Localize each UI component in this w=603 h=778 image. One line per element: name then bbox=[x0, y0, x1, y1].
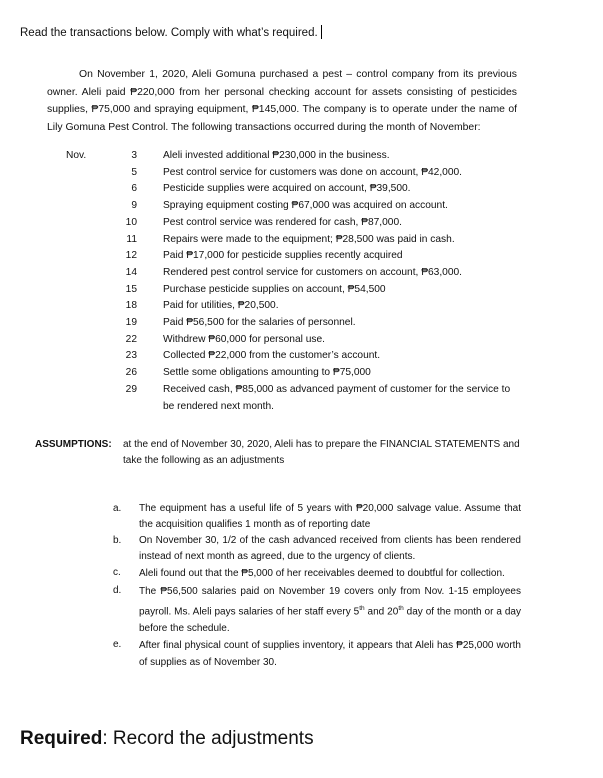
transaction-row bbox=[66, 215, 526, 232]
transaction-row bbox=[66, 181, 526, 198]
adjustment-text-part: and 20 bbox=[364, 606, 399, 618]
instruction-line[interactable] bbox=[20, 25, 322, 39]
transaction-description: Pest control service for customers was done on account, ₱42,000. bbox=[163, 166, 462, 178]
assumptions-text: at the end of November 30, 2020, Aleli has to prepare the FINANCIAL STATEMENTS and take the following as an adjustments bbox=[123, 439, 520, 466]
transaction-day: 22 bbox=[125, 333, 137, 345]
transaction-day: 6 bbox=[131, 183, 137, 195]
transaction-month bbox=[66, 382, 116, 415]
transaction-day: 11 bbox=[126, 233, 137, 245]
transaction-month bbox=[66, 248, 116, 265]
transaction-day: 14 bbox=[125, 266, 137, 278]
adjustment-text-part: The ₱56,500 salaries paid on November 19 covers only from Nov. 1-15 employees payroll. Ms. Aleli pays salaries of her staff every 5 bbox=[139, 586, 521, 618]
transaction-month bbox=[66, 232, 116, 249]
transaction-month bbox=[66, 332, 116, 349]
transaction-description: Collected ₱22,000 from the customer’s account. bbox=[163, 350, 381, 362]
adjustments-list bbox=[113, 501, 521, 671]
transaction-day: 19 bbox=[125, 317, 137, 329]
transaction-row bbox=[66, 248, 526, 265]
adjustment-text bbox=[139, 583, 521, 637]
adjustment-item bbox=[113, 501, 521, 533]
transaction-day: 15 bbox=[125, 283, 137, 295]
transaction-day: 9 bbox=[131, 200, 137, 212]
intro-paragraph: On November 1, 2020, Aleli Gomuna purchased a pest – control company from its previous owner. Aleli paid ₱220,000 from her personal checking account for assets consisting of pesticides supplies, ₱75,000 and spraying equipment, ₱145,000. The company is to operate under the name of Lily Gomuna Pest Control. The following transactions occurred during the month of November: bbox=[47, 69, 517, 133]
transaction-month bbox=[66, 215, 116, 232]
adjustment-letter: d. bbox=[113, 585, 122, 596]
transaction-month bbox=[66, 298, 116, 315]
adjustment-letter: c. bbox=[113, 567, 121, 578]
transaction-row bbox=[66, 232, 526, 249]
transaction-row bbox=[66, 348, 526, 365]
adjustment-letter: b. bbox=[113, 535, 122, 546]
ordinal-suffix: th bbox=[398, 605, 404, 612]
adjustment-text: Aleli found out that the ₱5,000 of her receivables deemed to doubtful for collection. bbox=[139, 568, 505, 579]
transaction-row bbox=[66, 298, 526, 315]
adjustment-text: On November 30, 1/2 of the cash advanced received from clients has been rendered instead of next month as agreed, due to the urgency of clients. bbox=[139, 535, 521, 562]
transaction-month bbox=[66, 165, 116, 182]
transaction-month bbox=[66, 198, 116, 215]
transaction-day: 10 bbox=[125, 216, 137, 228]
required-label: Required bbox=[20, 728, 103, 749]
transaction-row bbox=[66, 282, 526, 299]
text-cursor bbox=[321, 25, 322, 39]
adjustment-text: After final physical count of supplies inventory, it appears that Aleli has ₱25,000 worth of supplies as of November 30. bbox=[139, 640, 521, 669]
adjustment-letter: e. bbox=[113, 639, 122, 651]
transaction-description: Paid for utilities, ₱20,500. bbox=[163, 300, 279, 312]
transaction-row bbox=[66, 382, 526, 415]
transaction-description: Paid ₱17,000 for pesticide supplies recently acquired bbox=[163, 250, 403, 262]
transaction-row bbox=[66, 315, 526, 332]
transaction-month bbox=[66, 365, 116, 382]
transaction-row bbox=[66, 365, 526, 382]
adjustment-text: The equipment has a useful life of 5 years with ₱20,000 salvage value. Assume that the acquisition qualifies 1 month as of reporting date bbox=[139, 503, 521, 530]
transaction-description: Purchase pesticide supplies on account, ₱54,500 bbox=[163, 283, 386, 295]
transaction-day: 12 bbox=[125, 250, 137, 262]
transaction-description: Aleli invested additional ₱230,000 in the business. bbox=[163, 150, 390, 161]
transaction-month bbox=[66, 315, 116, 332]
transaction-description: Spraying equipment costing ₱67,000 was acquired on account. bbox=[163, 200, 448, 212]
transaction-description: Pest control service was rendered for cash, ₱87,000. bbox=[163, 216, 402, 228]
transaction-row bbox=[66, 265, 526, 282]
transaction-description: Rendered pest control service for customers on account, ₱63,000. bbox=[163, 266, 462, 278]
transaction-day: 29 bbox=[125, 383, 137, 395]
transaction-description: Settle some obligations amounting to ₱75,000 bbox=[163, 367, 371, 379]
transaction-month: Nov. bbox=[66, 150, 87, 161]
transaction-month bbox=[66, 282, 116, 299]
transactions-list bbox=[66, 148, 526, 415]
adjustment-text-part: day of the month or a day before the schedule. bbox=[139, 606, 521, 635]
adjustment-item bbox=[113, 583, 521, 637]
transaction-month bbox=[66, 265, 116, 282]
assumptions-label: ASSUMPTIONS: bbox=[35, 439, 112, 450]
transaction-row bbox=[66, 198, 526, 215]
required-line bbox=[20, 728, 314, 750]
required-text: : Record the adjustments bbox=[102, 728, 314, 749]
transaction-description: Repairs were made to the equipment; ₱28,500 was paid in cash. bbox=[163, 233, 455, 245]
instruction-text: Read the transactions below. Comply with what’s required. bbox=[20, 27, 318, 39]
adjustment-item bbox=[113, 533, 521, 565]
adjustment-item bbox=[113, 565, 521, 583]
transaction-row bbox=[66, 165, 526, 182]
transaction-month bbox=[66, 181, 116, 198]
transaction-description: Received cash, ₱85,000 as advanced payment of customer for the service to be rendered next month. bbox=[163, 383, 511, 412]
transaction-day: 3 bbox=[131, 150, 137, 161]
transaction-day: 18 bbox=[125, 300, 137, 312]
transaction-month bbox=[66, 348, 116, 365]
adjustment-letter: a. bbox=[113, 503, 122, 514]
transaction-day: 26 bbox=[125, 367, 137, 379]
adjustment-item bbox=[113, 637, 521, 671]
transaction-row bbox=[66, 332, 526, 349]
transaction-day: 23 bbox=[125, 350, 137, 362]
transaction-description: Paid ₱56,500 for the salaries of personnel. bbox=[163, 317, 356, 329]
transaction-day: 5 bbox=[131, 166, 137, 178]
transaction-row bbox=[66, 148, 526, 165]
transaction-description: Withdrew ₱60,000 for personal use. bbox=[163, 333, 325, 345]
assumptions-section bbox=[35, 437, 525, 469]
ordinal-suffix: th bbox=[359, 605, 365, 612]
transaction-description: Pesticide supplies were acquired on account, ₱39,500. bbox=[163, 183, 411, 195]
